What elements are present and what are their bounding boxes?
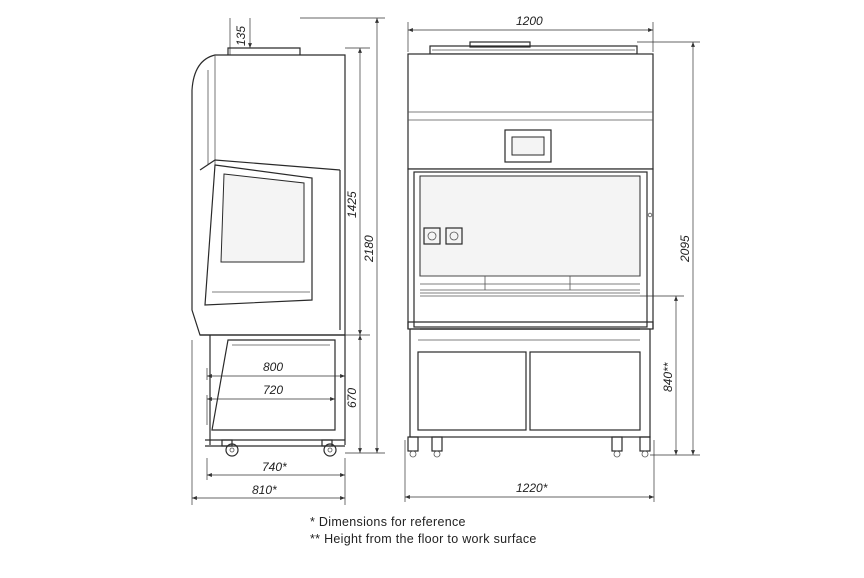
- dim-front-width: 1200: [516, 14, 543, 28]
- front-caster-right: [640, 437, 650, 457]
- front-exhaust-collar: [430, 42, 637, 54]
- display-screen: [512, 137, 544, 155]
- front-sash-glass: [420, 176, 640, 276]
- side-window-glass: [221, 174, 304, 262]
- side-caster-right: [322, 440, 336, 456]
- side-view: [192, 18, 385, 505]
- dim-front-base: 1220*: [516, 481, 548, 495]
- dim-side-depth: 810*: [252, 483, 277, 497]
- note-work-surface: ** Height from the floor to work surface: [310, 532, 537, 546]
- front-caster-mid-right: [612, 437, 622, 457]
- dim-side-inner: 720: [263, 383, 284, 397]
- dim-total-side: 2180: [362, 235, 376, 262]
- dim-side-outer: 800: [263, 360, 284, 374]
- front-stand: [410, 329, 650, 437]
- dim-stand: 670: [345, 387, 359, 408]
- dim-front-height: 2095: [678, 235, 692, 262]
- note-reference: * Dimensions for reference: [310, 515, 466, 529]
- dim-body: 1425: [345, 191, 359, 218]
- side-exhaust-duct: [228, 48, 300, 55]
- dim-top-duct: 135: [234, 25, 248, 46]
- front-caster-left: [408, 437, 418, 457]
- side-caster-left: [222, 440, 238, 456]
- dim-work-surface: 840**: [661, 362, 675, 392]
- dim-wheel-base: 740*: [262, 460, 287, 474]
- front-view: [405, 14, 700, 502]
- front-caster-mid-left: [432, 437, 442, 457]
